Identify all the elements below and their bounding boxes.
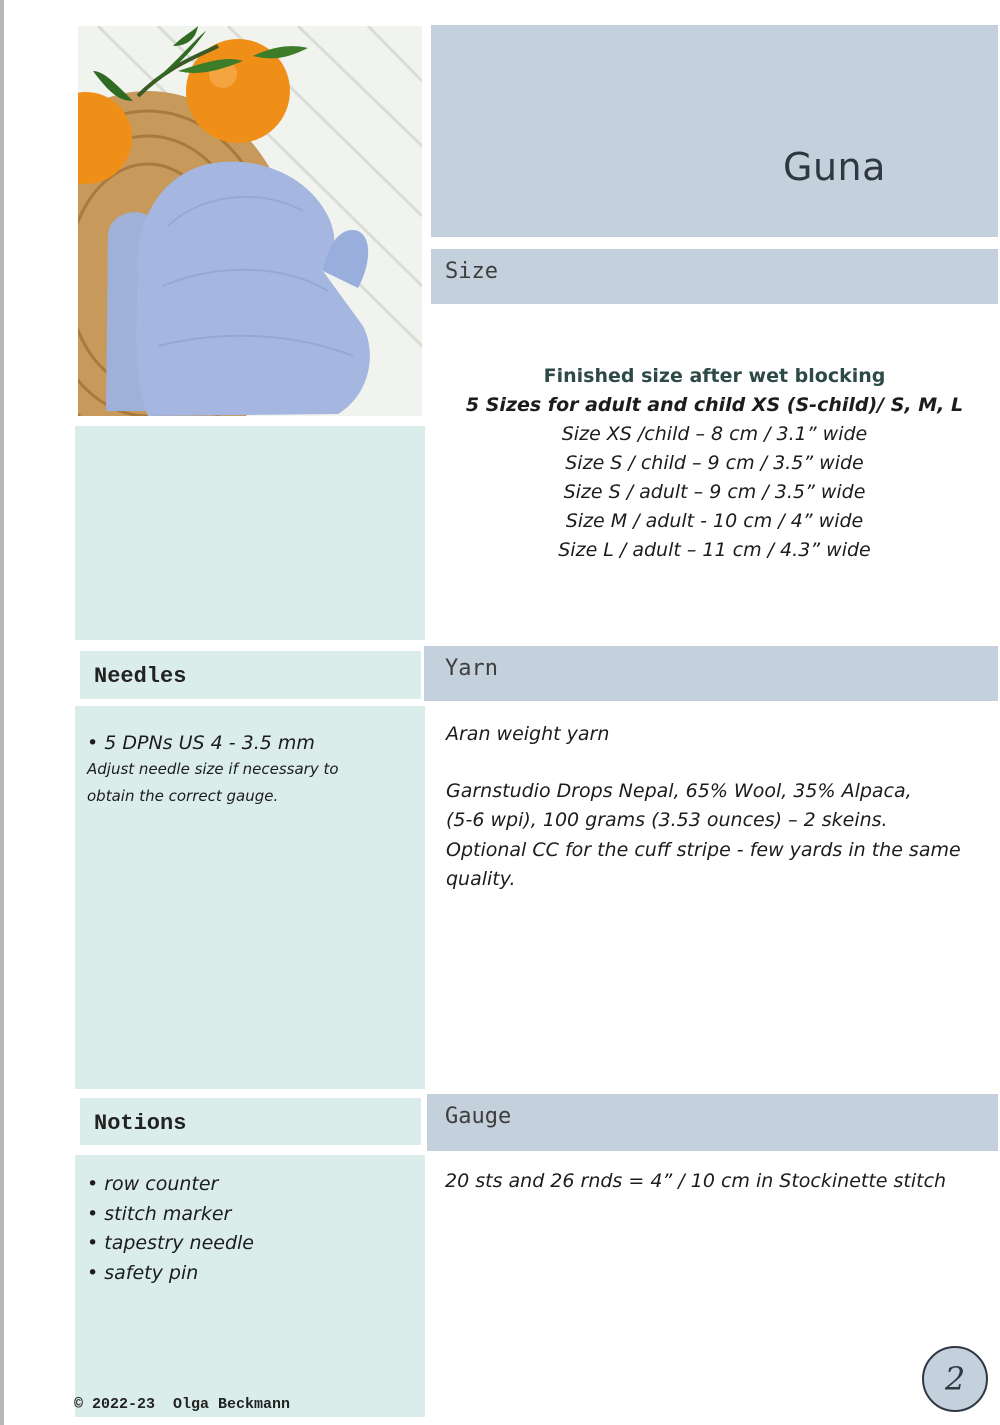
yarn-line: (5-6 wpi), 100 grams (3.53 ounces) – 2 skeins.: [446, 809, 888, 831]
page-number-badge: [922, 1346, 988, 1412]
size-line: Size L / adult – 11 cm / 4.3” wide: [558, 539, 871, 561]
needles-note: [87, 756, 413, 810]
needles-section-body: [75, 706, 425, 1089]
list-item: • tapestry needle: [87, 1232, 254, 1254]
yarn-line: Optional CC for the cuff stripe - few yards in the same: [446, 838, 961, 861]
yarn-section-body: [446, 720, 986, 895]
size-line: Size XS /child – 8 cm / 3.1” wide: [561, 423, 868, 445]
pattern-title: Guna: [783, 145, 886, 189]
size-line: Size S / adult – 9 cm / 3.5” wide: [563, 481, 866, 503]
size-section-body: [431, 362, 998, 565]
knitted-mittens-photo: [78, 26, 422, 416]
needles-note-line: Adjust needle size if necessary to: [87, 760, 339, 778]
notions-section-body: [75, 1155, 425, 1417]
notions-heading: Notions: [94, 1111, 187, 1136]
yarn-weight: Aran weight yarn: [446, 723, 610, 745]
list-item: • stitch marker: [87, 1202, 232, 1225]
size-section-header: [431, 249, 998, 304]
size-line: Size M / adult - 10 cm / 4” wide: [565, 510, 864, 532]
list-item: • safety pin: [87, 1261, 199, 1284]
gauge-section-header: [427, 1094, 998, 1151]
size-count-line: 5 Sizes for adult and child XS (S-child)/ S, M, L: [465, 394, 964, 416]
needles-heading: Needles: [94, 664, 187, 689]
yarn-line: quality.: [446, 868, 516, 890]
title-panel: [431, 25, 998, 237]
yarn-heading: Yarn: [445, 656, 498, 681]
notions-section-header: [80, 1098, 421, 1145]
size-lead: Finished size after wet blocking: [543, 365, 886, 387]
copyright-footer: © 2022-23 Olga Beckmann: [74, 1396, 291, 1413]
page-number: 2: [944, 1360, 966, 1398]
size-heading: Size: [445, 259, 498, 284]
list-item: • row counter: [87, 1173, 219, 1195]
yarn-section-header: [424, 646, 998, 701]
gauge-text: 20 sts and 26 rnds = 4” / 10 cm in Stockinette stitch: [445, 1170, 947, 1192]
decorative-panel: [75, 426, 425, 640]
needles-spec: • 5 DPNs US 4 - 3.5 mm: [87, 732, 315, 754]
needles-section-header: [80, 651, 421, 699]
size-line: Size S / child – 9 cm / 3.5” wide: [565, 452, 864, 474]
yarn-line: Garnstudio Drops Nepal, 65% Wool, 35% Alpaca,: [446, 779, 912, 802]
gauge-heading: Gauge: [445, 1104, 512, 1129]
page-left-border: [0, 0, 4, 1425]
needles-note-line: obtain the correct gauge.: [87, 787, 279, 805]
